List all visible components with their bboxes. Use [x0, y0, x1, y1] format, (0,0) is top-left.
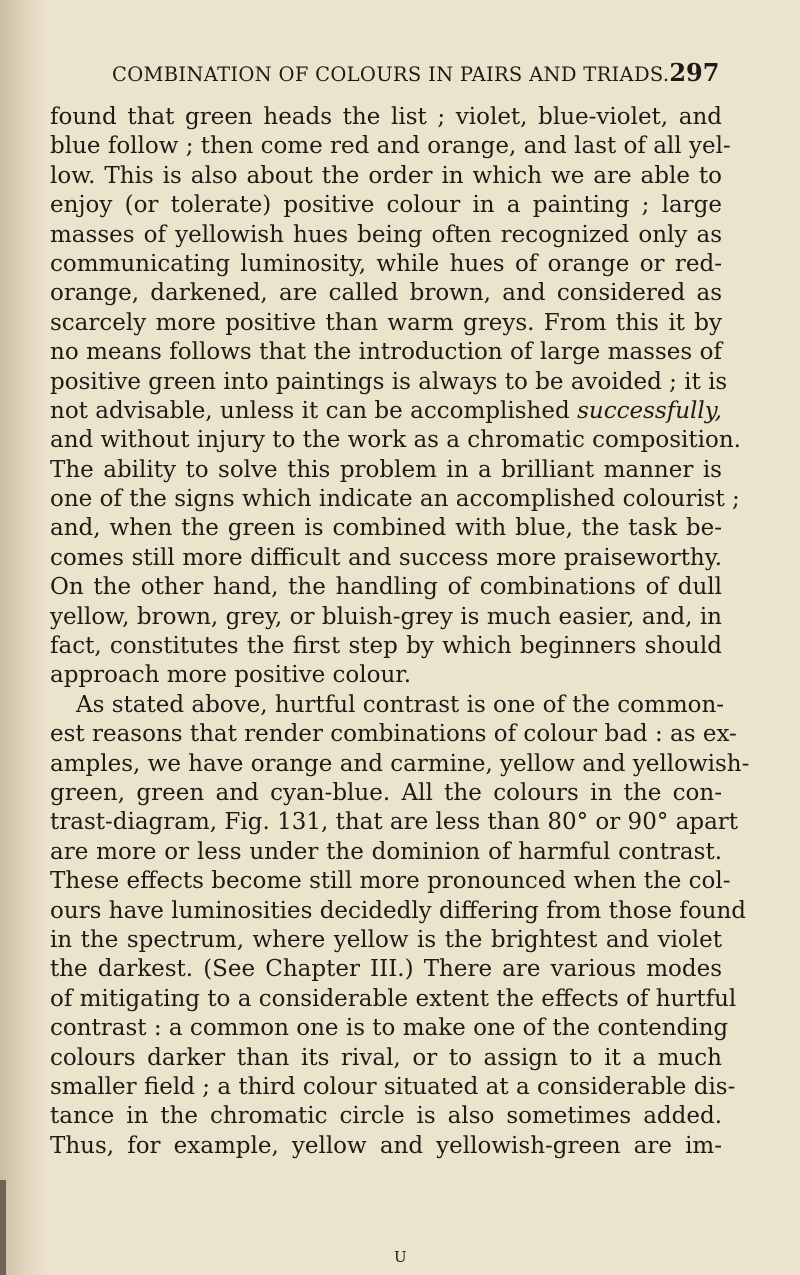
text-line-22: est reasons that render combinations of colour bad : as ex-	[50, 721, 737, 748]
body-text	[50, 103, 750, 1161]
text-line-2: blue follow ; then come red and orange, and last of all yel-	[50, 133, 731, 160]
text-line-9: no means follows that the introduction of large masses of	[50, 339, 722, 366]
text-line-18: yellow, brown, grey, or bluish-grey is much easier, and, in	[50, 603, 722, 630]
text-line-19: fact, constitutes the first step by which beginners should	[50, 633, 722, 660]
signature-mark: U	[394, 1248, 407, 1266]
text-line-35: tance in the chromatic circle is also sometimes added.	[50, 1103, 722, 1130]
text-line-7: orange, darkened, are called brown, and considered as	[50, 280, 722, 307]
page-number: 297	[669, 58, 720, 87]
text-line-15: and, when the green is combined with blue, the task be-	[50, 515, 722, 542]
text-line-26: are more or less under the dominion of harmful contrast.	[50, 838, 722, 865]
text-line-33: colours darker than its rival, or to assign to it a much	[50, 1044, 722, 1071]
text-line-4: enjoy (or tolerate) positive colour in a painting ; large	[50, 192, 722, 219]
italic-word: successfully,	[577, 397, 722, 424]
text-line-36: Thus, for example, yellow and yellowish-green are im-	[50, 1132, 722, 1159]
text-line-13: The ability to solve this problem in a brilliant manner is	[50, 456, 722, 483]
text-line-5: masses of yellowish hues being often recognized only as	[50, 221, 722, 248]
text-line-12: and without injury to the work as a chromatic composition.	[50, 427, 741, 454]
text-line-20: approach more positive colour.	[50, 662, 412, 689]
text-line-14: one of the signs which indicate an accomplished colourist ;	[50, 486, 740, 513]
text-line-34: smaller field ; a third colour situated at a considerable dis-	[50, 1073, 736, 1100]
text-line-29: in the spectrum, where yellow is the brightest and violet	[50, 926, 722, 953]
running-header	[112, 58, 718, 87]
text-line-32: contrast : a common one is to make one of the contending	[50, 1015, 729, 1042]
text-line-11-start: not advisable, unless it can be accomplished	[50, 397, 578, 424]
text-line-28: ours have luminosities decidedly differing from those found	[50, 897, 747, 924]
text-line-31: of mitigating to a considerable extent the effects of hurtful	[50, 985, 737, 1012]
text-line-6: communicating luminosity, while hues of orange or red-	[50, 250, 722, 277]
text-line-23: amples, we have orange and carmine, yellow and yellowish-	[50, 750, 750, 777]
header-title: COMBINATION OF COLOURS IN PAIRS AND TRIADS.	[112, 63, 670, 86]
text-line-16: comes still more difficult and success more praiseworthy.	[50, 544, 722, 571]
text-line-11	[50, 397, 722, 426]
text-line-25: trast-diagram, Fig. 131, that are less than 80° or 90° apart	[50, 809, 739, 836]
text-line-21: As stated above, hurtful contrast is one of the common-	[76, 691, 725, 718]
text-line-24: green, green and cyan-blue. All the colours in the con-	[50, 779, 722, 806]
page-edge-mark	[0, 1180, 6, 1275]
text-line-1: found that green heads the list ; violet, blue-violet, and	[50, 104, 722, 130]
text-line-30: the darkest. (See Chapter III.) There are various modes	[50, 956, 722, 983]
page-edge-shadow	[0, 0, 48, 1275]
text-line-10: positive green into paintings is always to be avoided ; it is	[50, 368, 728, 395]
text-line-27: These effects become still more pronounced when the col-	[50, 868, 731, 895]
text-line-3: low. This is also about the order in which we are able to	[50, 162, 722, 189]
text-line-8: scarcely more positive than warm greys. From this it by	[50, 309, 722, 336]
text-line-17: On the other hand, the handling of combinations of dull	[50, 574, 722, 601]
